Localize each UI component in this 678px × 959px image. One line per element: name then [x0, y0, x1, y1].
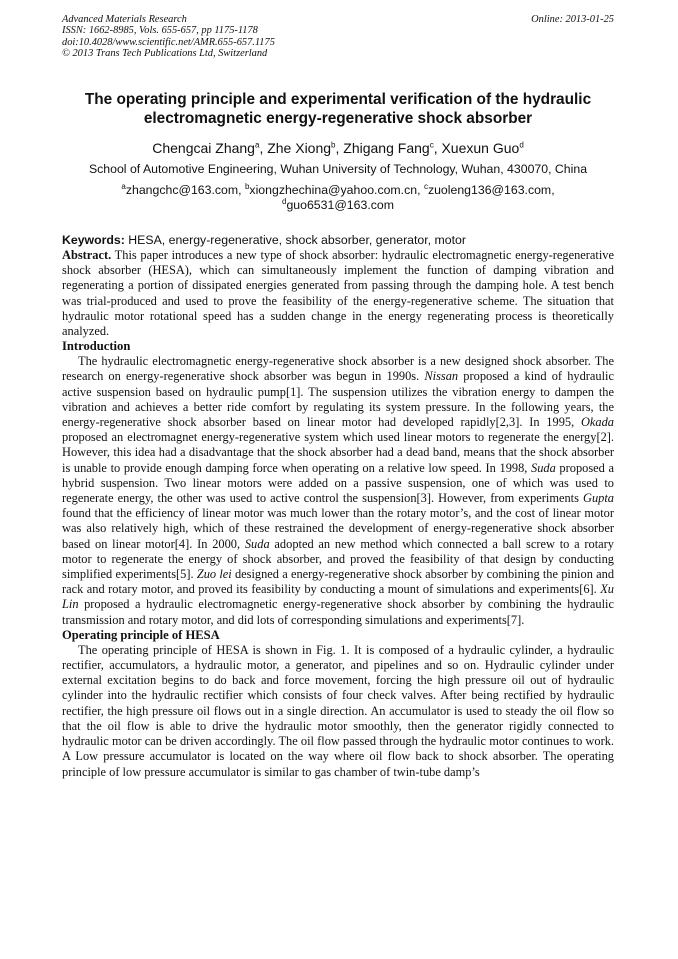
email-mark: a [121, 181, 126, 191]
cited-author: Zuo lei [196, 567, 232, 582]
author-email: xiongzhechina@yahoo.com.cn [249, 183, 418, 197]
affiliation: School of Automotive Engineering, Wuhan University of Technology, Wuhan, 430070, China [88, 162, 588, 176]
intro-text: The hydraulic electromagnetic energy-regenerative shock absorber is a new designed shock absorber. The research on energy-regenerative shock absorber was begun in 1990s. [62, 354, 614, 384]
intro-text: proposed a hybrid suspension. Two linear motors were added on a passive suspension, one of which was used to regenerate energy, the other was used to active control the suspension[3]. However, from experiments [62, 460, 614, 506]
email-mark: b [244, 181, 250, 191]
keywords [62, 233, 614, 248]
author-affiliation-mark: c [429, 140, 434, 150]
intro-text: designed a energy-regenerative shock absorber by combining the pinion and rack and rotary motor, and proved its feasibility by conducting a mount of simulations and experiments[6]. [62, 567, 615, 597]
intro-text: found that the efficiency of linear motor was much lower than the rotary motor’s, and the cost of linear motor was also relatively high, which of these restrained the development of energy-regenerative shock absorber based on linear motor[4]. In 2000, [62, 506, 614, 551]
journal-name: Advanced Materials Research [62, 14, 187, 25]
paper-title: The operating principle and experimental verification of the hydraulic electromagnetic energy-regenerative shock absorber [84, 91, 592, 127]
author-email: zuoleng136@163.com [427, 183, 552, 197]
operating-principle-paragraph: The operating principle of HESA is shown in Fig. 1. It is composed of a hydraulic cylinder, a hydraulic rectifier, accumulators, a hydraulic motor, a generator, and pipelines and so on. Hydraulic cylinder under external excitation begins to do back and force movement, forcing the high pressure oil out of hydraulic cylinder into the hydraulic rectifier which consists of four check valves. After being rectified by hydraulic rectifier, the high pressure oil flows out in a single direction. An accumulator is used to steady the oil flow so that the oil flow is able to drive the hydraulic motor smoothly, then the generator rigidly connected to hydraulic motor can be driven accordingly. The oil flow passed through the hydraulic motor continues to work. A Low pressure accumulator is located on the way where oil flow back to shock absorber. The operating principle of low pressure accumulator is similar to gas chamber of twin-tube damp’s [62, 642, 614, 779]
author-affiliation-mark: b [331, 140, 336, 150]
journal-header [62, 14, 614, 62]
issn-line: ISSN: 1662-8985, Vols. 655-657, pp 1175-1178 [62, 25, 258, 37]
author-list: Chengcai Zhang$^a$, Zhe Xiong$^b$, Zhigang Fang$^c$, Xuexun Guo$^d$ [152, 140, 524, 156]
doi-line: doi:10.4028/www.scientific.net/AMR.655-657.1175 [62, 36, 275, 48]
author-affiliation-mark: d [519, 140, 524, 150]
author-email: zhangchc@163.com [125, 183, 239, 197]
author-name: Zhe Xiong [267, 140, 332, 156]
author-name: Zhigang Fang [343, 140, 430, 156]
author-affiliation-mark: a [254, 140, 260, 150]
introduction-heading: Introduction [62, 339, 131, 354]
operating-principle-heading: Operating principle of HESA [62, 627, 220, 642]
abstract-text: This paper introduces a new type of shock absorber: hydraulic electromagnetic energy-regenerative shock absorber (HESA), which can simultaneously implement the function of damping vibration and regenerating a portion of dissipated energies generated from passing through the damping hole. A test bench was trial-produced and used to prove the feasibility of the energy-regenerative scheme. The situation that hydraulic motor rotational speed has a sudden change in the energy regenerating process is theoretically analyzed. [62, 248, 614, 339]
cited-author: Gupta [583, 491, 614, 506]
author-email: guo6531@163.com [286, 198, 394, 212]
intro-text: proposed an electromagnet energy-regenerative system which used linear motors to regenerate the energy[2]. However, this idea had a disadvantage that the shock absorber had a dead band, means that the shock absorber is unable to provide enough damping force when operating on a relative low speed. In 1998, [62, 430, 614, 475]
copyright-line: © 2013 Trans Tech Publications Ltd, Switzerland [62, 48, 268, 60]
keywords-label: Keywords: [62, 233, 125, 247]
intro-text: proposed a kind of hydraulic active suspension based on hydraulic pump[1]. The suspension utilizes the vibration energy to dampen the vibration and achieves a better ride comfort by regulating its system pressure. In the following years, the energy-regenerative shock absorber based on linear motor had developed rapidly[2,3]. In 1995, [62, 369, 615, 430]
cited-author: Xu Lin [62, 582, 614, 612]
email-list: $^a$zhangchc@163.com, $^b$xiongzhechina@yahoo.com.cn, $^c$zuoleng136@163.com, $^d$guo6531@163.com [121, 181, 555, 212]
email-mark: c [423, 181, 428, 191]
introduction-paragraph [62, 354, 614, 628]
paper-page [62, 14, 614, 780]
author-name: Xuexun Guo [441, 140, 520, 156]
author-name: Chengcai Zhang [152, 140, 255, 156]
cited-author: Okada [580, 415, 614, 430]
intro-text: proposed a hydraulic electromagnetic energy-regenerative shock absorber by combining the hydraulic transmission and rotary motor, and did lots of corresponding simulations and experiments[7]. [62, 597, 614, 627]
intro-text: adopted an new method which connected a ball screw to a rotary motor to regenerate the energy of shock absorber, and proved the feasibility of that design by conducting simplified experiments[5]. [62, 536, 614, 582]
email-mark: d [282, 196, 287, 206]
cited-author: Suda [531, 460, 556, 475]
online-date: Online: 2013-01-25 [531, 14, 614, 25]
abstract [62, 248, 614, 339]
cited-author: Nissan [424, 369, 459, 384]
abstract-label: Abstract. [62, 248, 112, 262]
cited-author: Suda [244, 536, 270, 551]
keywords-text: HESA, energy-regenerative, shock absorber, generator, motor [124, 233, 466, 247]
